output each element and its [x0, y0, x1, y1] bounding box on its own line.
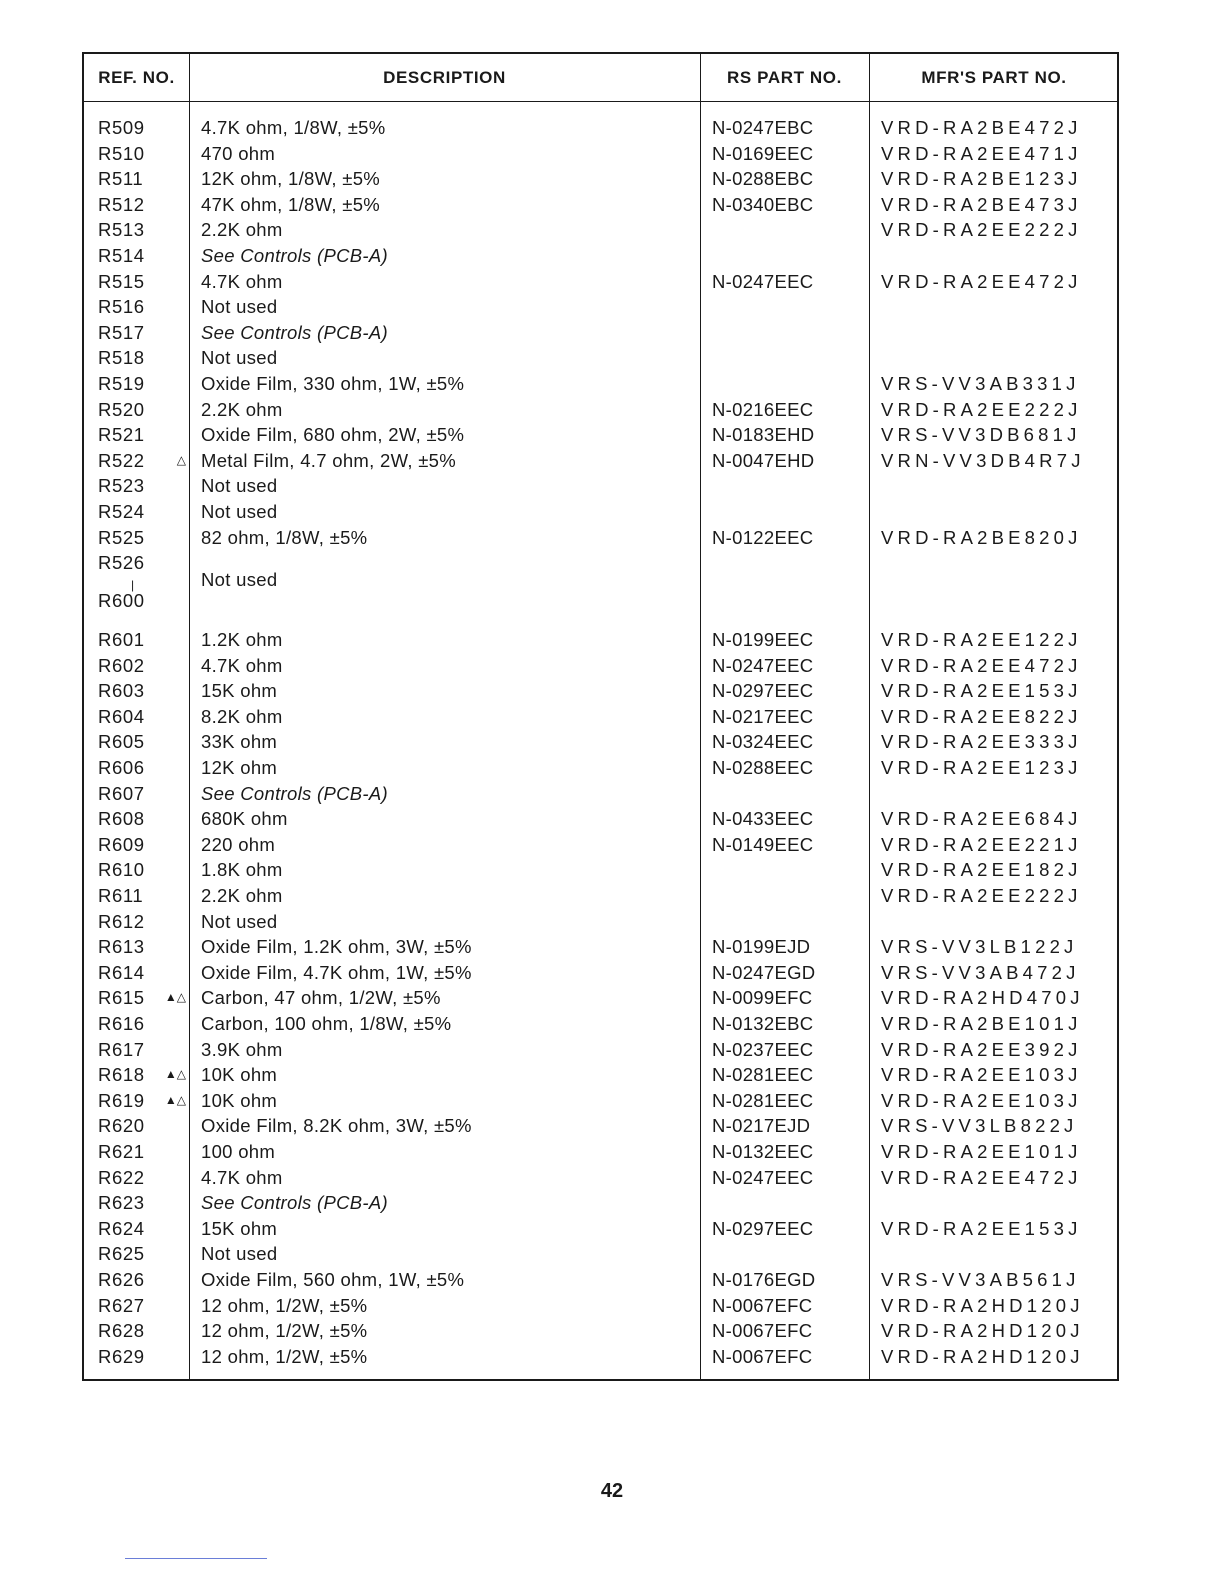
table-row: [84, 960, 1117, 986]
table-row: [84, 1062, 1117, 1088]
table-row: [84, 1113, 1117, 1139]
mfr-part-no: VRD-RA2BE123J: [881, 168, 1082, 190]
table-row: [84, 653, 1117, 679]
description: 15K ohm: [201, 1217, 278, 1239]
rs-part-no: N-0169EEC: [712, 142, 814, 164]
table-row: [84, 345, 1117, 371]
description: See Controls (PCB-A): [201, 1192, 388, 1214]
mfr-part-no: VRD-RA2BE101J: [881, 1013, 1082, 1034]
table-row: [84, 832, 1117, 858]
description: See Controls (PCB-A): [201, 782, 388, 804]
page-number: 42: [600, 1480, 624, 1502]
safety-mark-icon: ▲△: [164, 990, 186, 1005]
ref-no: R624: [98, 1217, 145, 1239]
ref-no: R610: [98, 859, 145, 881]
ref-no: R625: [98, 1243, 145, 1265]
ref-no: R526: [98, 552, 145, 574]
description: 2.2K ohm: [201, 885, 283, 907]
table-row: [84, 1318, 1117, 1344]
description: 4.7K ohm: [201, 1166, 283, 1188]
description: Carbon, 47 ohm, 1/2W, ±5%: [201, 987, 441, 1009]
header-ref-no: REF. NO.: [98, 68, 175, 87]
mfr-part-no: VRD-RA2HD120J: [881, 1294, 1084, 1316]
description: Oxide Film, 4.7K ohm, 1W, ±5%: [201, 961, 472, 983]
description: Not used: [201, 1243, 278, 1265]
mfr-part-no: VRD-RA2EE222J: [881, 398, 1082, 420]
description: 15K ohm: [201, 680, 278, 702]
mfr-part-no: VRD-RA2EE472J: [881, 270, 1082, 292]
rs-part-no: N-0067EFC: [712, 1320, 813, 1342]
mfr-part-no: VRD-RA2HD120J: [881, 1345, 1084, 1367]
description: 12 ohm, 1/2W, ±5%: [201, 1294, 368, 1316]
table-row: [84, 525, 1117, 551]
table-row: [84, 1216, 1117, 1242]
ref-no: R518: [98, 347, 145, 369]
description: 12 ohm, 1/2W, ±5%: [201, 1345, 368, 1367]
mfr-part-no: VRD-RA2HD470J: [881, 987, 1084, 1009]
ref-no: R626: [98, 1268, 145, 1290]
ref-no: R522: [98, 449, 145, 471]
header-mfr-part-no: MFR'S PART NO.: [921, 68, 1067, 87]
mfr-part-no: VRS-VV3AB472J: [881, 961, 1080, 983]
rs-part-no: N-0288EEC: [712, 757, 814, 779]
rs-part-no: N-0247EEC: [712, 270, 814, 292]
rs-part-no: N-0340EBC: [712, 193, 814, 215]
description: 1.8K ohm: [201, 859, 283, 881]
ref-no: R523: [98, 475, 145, 497]
table-row: [84, 1267, 1117, 1293]
mfr-part-no: VRD-RA2BE820J: [881, 526, 1082, 548]
ref-no: R606: [98, 757, 145, 779]
description: 12K ohm: [201, 757, 278, 779]
rs-part-no: N-0247EGD: [712, 961, 816, 983]
rs-part-no: N-0216EEC: [712, 398, 814, 420]
ref-no: R509: [98, 117, 145, 138]
rs-part-no: N-0281EEC: [712, 1064, 814, 1086]
mfr-part-no: VRD-RA2BE473J: [881, 193, 1082, 215]
table-row: [84, 781, 1117, 807]
description: Not used: [201, 500, 278, 522]
table-row: [84, 806, 1117, 832]
rs-part-no: N-0199EJD: [712, 936, 811, 958]
mfr-part-no: VRD-RA2EE153J: [881, 1217, 1082, 1239]
ref-no: R618: [98, 1064, 145, 1086]
ref-no: R511: [98, 168, 144, 190]
description: Not used: [201, 475, 278, 497]
ref-no: R614: [98, 961, 145, 983]
mfr-part-no: VRD-RA2EE221J: [881, 833, 1082, 855]
header-rs-part-no: RS PART NO.: [727, 68, 842, 87]
rs-part-no: N-0324EEC: [712, 731, 814, 753]
header-description: DESCRIPTION: [383, 68, 506, 87]
table-row: [84, 192, 1117, 218]
mfr-part-no: VRS-VV3LB822J: [881, 1115, 1078, 1137]
ref-no: R521: [98, 424, 145, 446]
description: 10K ohm: [201, 1089, 278, 1111]
rs-part-no: N-0132EEC: [712, 1140, 814, 1162]
table-row: [84, 217, 1117, 243]
description: See Controls (PCB-A): [201, 321, 388, 343]
table-row: [84, 729, 1117, 755]
ref-no: R612: [98, 910, 145, 932]
range-bar: |: [131, 578, 135, 593]
mfr-part-no: VRD-RA2EE222J: [881, 885, 1082, 907]
table-row: [84, 1037, 1117, 1063]
ref-no: R608: [98, 808, 145, 830]
mfr-part-no: VRS-VV3DB681J: [881, 424, 1081, 446]
mfr-part-no: VRD-RA2HD120J: [881, 1320, 1084, 1342]
table-row: [84, 857, 1117, 883]
table-row: [84, 320, 1117, 346]
rs-part-no: N-0433EEC: [712, 808, 814, 830]
rs-part-no: N-0067EFC: [712, 1345, 813, 1367]
ref-no: R517: [98, 321, 145, 343]
rs-part-no: N-0237EEC: [712, 1038, 814, 1060]
ref-no: R604: [98, 705, 145, 727]
description: 2.2K ohm: [201, 219, 283, 241]
table-row: [84, 1011, 1117, 1037]
ref-no: R628: [98, 1320, 145, 1342]
ref-no: R520: [98, 398, 145, 420]
table-row: [84, 243, 1117, 269]
table-row: [84, 1139, 1117, 1165]
table-body: [84, 115, 1117, 1369]
description: Oxide Film, 330 ohm, 1W, ±5%: [201, 372, 465, 394]
table-row: [84, 704, 1117, 730]
rs-part-no: N-0247EBC: [712, 117, 814, 138]
description: 33K ohm: [201, 731, 278, 753]
ref-no: R525: [98, 526, 145, 548]
ref-no: R512: [98, 193, 145, 215]
description: 3.9K ohm: [201, 1038, 283, 1060]
table-row: [84, 166, 1117, 192]
description: 10K ohm: [201, 1064, 278, 1086]
ref-no: R510: [98, 142, 145, 164]
description: 4.7K ohm: [201, 270, 283, 292]
table-row: [84, 755, 1117, 781]
mfr-part-no: VRD-RA2EE103J: [881, 1089, 1082, 1111]
ref-no: R621: [98, 1140, 145, 1162]
mfr-part-no: VRS-VV3AB331J: [881, 372, 1080, 394]
description: Not used: [201, 569, 278, 591]
mfr-part-no: VRS-VV3LB122J: [881, 936, 1078, 958]
description: 82 ohm, 1/8W, ±5%: [201, 526, 368, 548]
rs-part-no: N-0288EBC: [712, 168, 814, 190]
table-row: [84, 1241, 1117, 1267]
description: 8.2K ohm: [201, 705, 283, 727]
ref-no: R619: [98, 1089, 145, 1111]
table-row: [84, 371, 1117, 397]
table-row: [84, 627, 1117, 653]
ref-no: R617: [98, 1038, 145, 1060]
description: 1.2K ohm: [201, 629, 283, 651]
rs-part-no: N-0047EHD: [712, 449, 815, 471]
mfr-part-no: VRD-RA2EE822J: [881, 705, 1082, 727]
ref-no: R513: [98, 219, 145, 241]
table-row: [84, 883, 1117, 909]
description: 220 ohm: [201, 833, 276, 855]
table-row: [84, 448, 1117, 474]
rs-part-no: N-0297EEC: [712, 680, 814, 702]
mfr-part-no: VRD-RA2BE472J: [881, 117, 1082, 138]
ref-no: R615: [98, 987, 145, 1009]
table-row: [84, 473, 1117, 499]
table-row: [84, 1088, 1117, 1114]
ref-no: R629: [98, 1345, 145, 1367]
rs-part-no: N-0247EEC: [712, 1166, 814, 1188]
description: Oxide Film, 8.2K ohm, 3W, ±5%: [201, 1115, 472, 1137]
safety-mark-icon: △: [176, 452, 186, 467]
ref-no: R515: [98, 270, 145, 292]
table-row: [84, 909, 1117, 935]
description: See Controls (PCB-A): [201, 244, 388, 266]
ref-no: R611: [98, 885, 144, 907]
ref-no: R524: [98, 500, 145, 522]
ref-no: R616: [98, 1013, 145, 1034]
ref-no: R607: [98, 782, 145, 804]
table-row: [84, 141, 1117, 167]
mfr-part-no: VRD-RA2EE101J: [881, 1140, 1082, 1162]
parts-list-table: [82, 52, 1119, 1381]
header-divider: [84, 101, 1117, 102]
description: 12 ohm, 1/2W, ±5%: [201, 1320, 368, 1342]
rs-part-no: N-0132EBC: [712, 1013, 814, 1034]
table-row: [84, 422, 1117, 448]
mfr-part-no: VRD-RA2EE333J: [881, 731, 1082, 753]
rs-part-no: N-0149EEC: [712, 833, 814, 855]
ref-no: R514: [98, 244, 145, 266]
table-row: [84, 550, 1117, 627]
description: 100 ohm: [201, 1140, 276, 1162]
description: Carbon, 100 ohm, 1/8W, ±5%: [201, 1013, 452, 1034]
ref-no: R601: [98, 629, 145, 651]
table-row: [84, 1190, 1117, 1216]
mfr-part-no: VRS-VV3AB561J: [881, 1268, 1080, 1290]
mfr-part-no: VRN-VV3DB4R7J: [881, 449, 1085, 471]
table-row: [84, 934, 1117, 960]
description: Not used: [201, 347, 278, 369]
rs-part-no: N-0217EEC: [712, 705, 814, 727]
mfr-part-no: VRD-RA2EE472J: [881, 1166, 1082, 1188]
rs-part-no: N-0297EEC: [712, 1217, 814, 1239]
ref-no-end: R600: [98, 590, 145, 612]
description: 4.7K ohm: [201, 654, 283, 676]
rs-part-no: N-0067EFC: [712, 1294, 813, 1316]
mfr-part-no: VRD-RA2EE122J: [881, 629, 1082, 651]
description: 4.7K ohm, 1/8W, ±5%: [201, 117, 386, 138]
description: 2.2K ohm: [201, 398, 283, 420]
mfr-part-no: VRD-RA2EE222J: [881, 219, 1082, 241]
table-row: [84, 1344, 1117, 1370]
rs-part-no: N-0176EGD: [712, 1268, 816, 1290]
ref-no: R605: [98, 731, 145, 753]
ref-no: R602: [98, 654, 145, 676]
rs-part-no: N-0217EJD: [712, 1115, 811, 1137]
table-row: [84, 269, 1117, 295]
rs-part-no: N-0247EEC: [712, 654, 814, 676]
description: Oxide Film, 1.2K ohm, 3W, ±5%: [201, 936, 472, 958]
description: 47K ohm, 1/8W, ±5%: [201, 193, 381, 215]
mfr-part-no: VRD-RA2EE103J: [881, 1064, 1082, 1086]
description: Oxide Film, 560 ohm, 1W, ±5%: [201, 1268, 465, 1290]
mfr-part-no: VRD-RA2EE392J: [881, 1038, 1082, 1060]
table-row: [84, 499, 1117, 525]
footer-rule: [125, 1558, 267, 1559]
mfr-part-no: VRD-RA2EE123J: [881, 757, 1082, 779]
rs-part-no: N-0199EEC: [712, 629, 814, 651]
ref-no: R613: [98, 936, 145, 958]
description: Oxide Film, 680 ohm, 2W, ±5%: [201, 424, 465, 446]
mfr-part-no: VRD-RA2EE182J: [881, 859, 1082, 881]
mfr-part-no: VRD-RA2EE472J: [881, 654, 1082, 676]
mfr-part-no: VRD-RA2EE153J: [881, 680, 1082, 702]
safety-mark-icon: ▲△: [164, 1067, 186, 1082]
table-row: [84, 678, 1117, 704]
safety-mark-icon: ▲△: [164, 1092, 186, 1107]
table-row: [84, 985, 1117, 1011]
description: Not used: [201, 910, 278, 932]
ref-no: R609: [98, 833, 145, 855]
ref-no: R627: [98, 1294, 145, 1316]
ref-no: R519: [98, 372, 145, 394]
description: 12K ohm, 1/8W, ±5%: [201, 168, 381, 190]
table-row: [84, 294, 1117, 320]
table-row: [84, 1165, 1117, 1191]
ref-no: R516: [98, 296, 145, 318]
description: 470 ohm: [201, 142, 276, 164]
rs-part-no: N-0281EEC: [712, 1089, 814, 1111]
description: Not used: [201, 296, 278, 318]
mfr-part-no: VRD-RA2EE684J: [881, 808, 1082, 830]
ref-no: R620: [98, 1115, 145, 1137]
rs-part-no: N-0099EFC: [712, 987, 813, 1009]
rs-part-no: N-0122EEC: [712, 526, 814, 548]
description: 680K ohm: [201, 808, 288, 830]
ref-no: R623: [98, 1192, 145, 1214]
table-row: [84, 1293, 1117, 1319]
ref-no: R603: [98, 680, 145, 702]
ref-no: R622: [98, 1166, 145, 1188]
mfr-part-no: VRD-RA2EE471J: [881, 142, 1082, 164]
table-row: [84, 115, 1117, 141]
description: Metal Film, 4.7 ohm, 2W, ±5%: [201, 449, 457, 471]
table-row: [84, 397, 1117, 423]
rs-part-no: N-0183EHD: [712, 424, 815, 446]
